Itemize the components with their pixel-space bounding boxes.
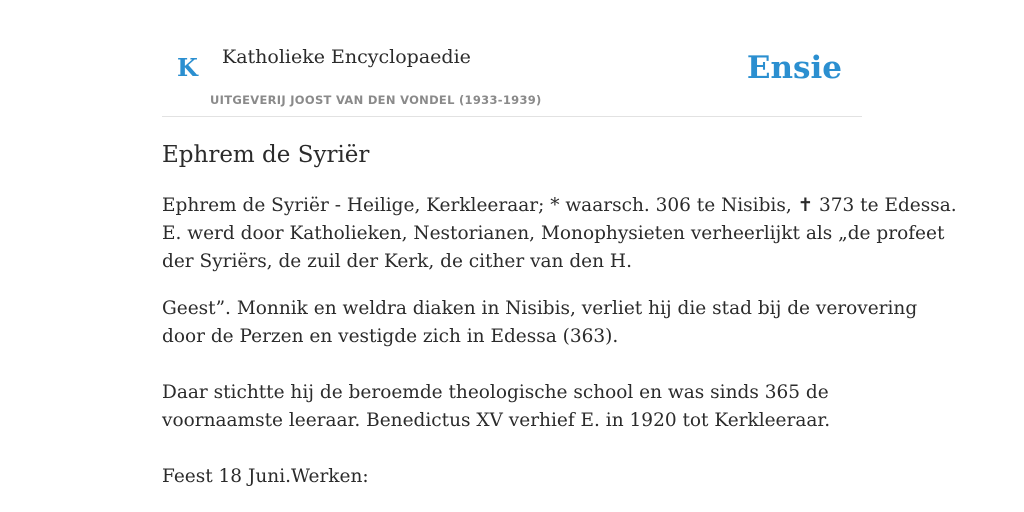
site-logo[interactable]: K — [177, 53, 198, 82]
paragraph-line: E. werd door Katholieken, Nestorianen, Monophysieten verheerlijkt als „de profeet — [162, 223, 945, 244]
publisher-subtitle: UITGEVERIJ JOOST VAN DEN VONDEL (1933-1939) — [210, 93, 542, 107]
article-paragraph — [162, 295, 918, 351]
paragraph-line: Geest”. Monnik en weldra diaken in Nisibis, verliet hij die stad bij de verovering — [162, 298, 918, 319]
paragraph-line: Feest 18 Juni.Werken: — [162, 466, 369, 487]
article-paragraph — [162, 379, 862, 435]
paragraph-line: der Syriërs, de zuil der Kerk, de cither van den H. — [162, 251, 632, 272]
article-title: Ephrem de Syriër — [162, 142, 370, 168]
site-header — [162, 0, 862, 117]
article-paragraph — [162, 192, 957, 276]
paragraph-line: Daar stichtte hij de beroemde theologische school en was sinds 365 de — [162, 382, 829, 403]
paragraph-line: Ephrem de Syriër - Heilige, Kerkleeraar; * waarsch. 306 te Nisibis, ✝ 373 te Edessa. — [162, 195, 957, 216]
paragraph-line: voornaamste leeraar. Benedictus XV verhief E. in 1920 tot Kerkleeraar. — [162, 410, 831, 431]
site-title-link[interactable]: Katholieke Encyclopaedie — [222, 46, 471, 68]
paragraph-line: door de Perzen en vestigde zich in Edessa (363). — [162, 326, 619, 347]
article-body — [162, 140, 957, 491]
ensie-brand-logo[interactable]: Ensie — [746, 50, 842, 86]
article-paragraph — [162, 463, 862, 491]
